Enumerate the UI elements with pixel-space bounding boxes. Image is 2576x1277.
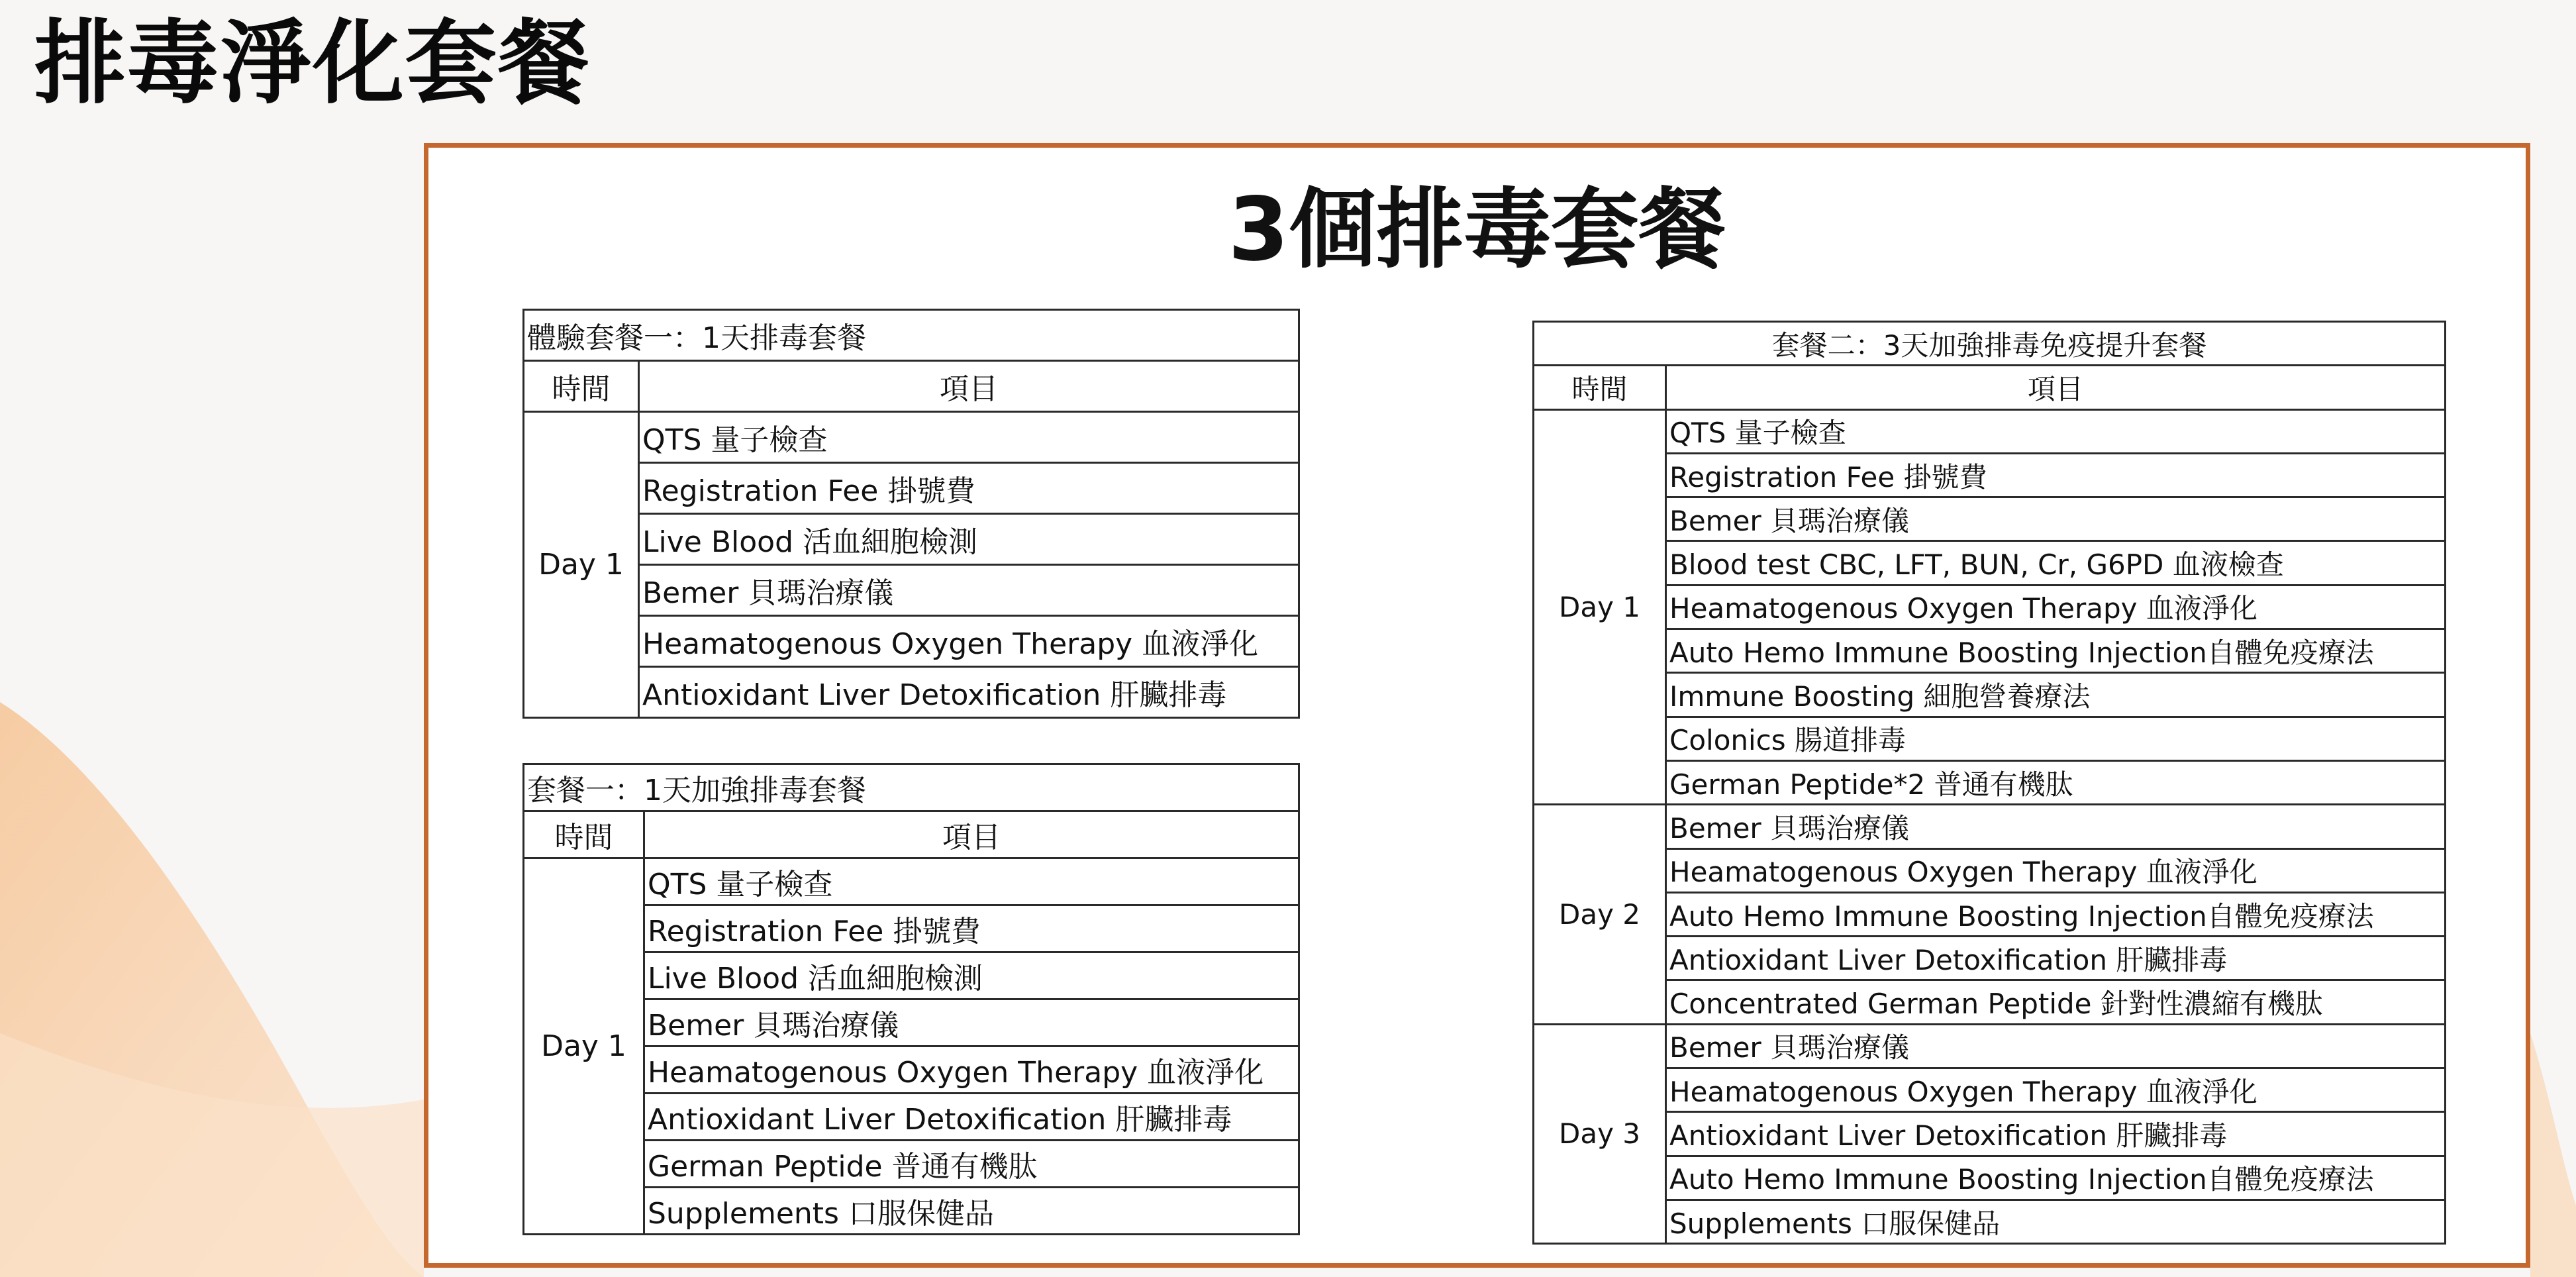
table-row <box>524 858 1299 905</box>
page-title: 排毒淨化套餐 <box>34 10 591 117</box>
item-cell: Bemer 貝瑪治療儀 <box>1666 497 2446 541</box>
item-cell: German Peptide 普通有機肽 <box>644 1141 1299 1188</box>
item-cell: Antioxidant Liver Detoxification 肝臟排毒 <box>1666 1112 2446 1156</box>
item-cell: Auto Hemo Immune Boosting Injection自體免疫療法 <box>1666 1156 2446 1200</box>
column-header-item: 項目 <box>644 811 1299 858</box>
item-cell: Supplements 口服保健品 <box>1666 1200 2446 1243</box>
table-header-row <box>524 361 1299 412</box>
column-header-item: 項目 <box>639 361 1299 412</box>
item-cell: Heamatogenous Oxygen Therapy 血液淨化 <box>1666 1068 2446 1112</box>
table-row <box>1534 541 2446 585</box>
day-cell: Day 1 <box>1534 409 1666 805</box>
item-cell: Concentrated German Peptide 針對性濃縮有機肽 <box>1666 980 2446 1024</box>
column-header-time: 時間 <box>1534 366 1666 409</box>
table-row <box>524 565 1299 616</box>
item-cell: Blood test CBC, LFT, BUN, Cr, G6PD 血液檢查 <box>1666 541 2446 585</box>
column-header-time: 時間 <box>524 811 644 858</box>
table-caption-row <box>524 310 1299 361</box>
column-header-time: 時間 <box>524 361 639 412</box>
table-row <box>1534 937 2446 980</box>
item-cell: German Peptide*2 普通有機肽 <box>1666 760 2446 804</box>
table-row <box>1534 1024 2446 1068</box>
item-cell: Heamatogenous Oxygen Therapy 血液淨化 <box>639 616 1299 667</box>
item-cell: Antioxidant Liver Detoxification 肝臟排毒 <box>639 667 1299 718</box>
item-cell: Heamatogenous Oxygen Therapy 血液淨化 <box>644 1047 1299 1094</box>
table-row <box>1534 409 2446 453</box>
table-caption: 體驗套餐一：1天排毒套餐 <box>524 310 1299 361</box>
table-row <box>1534 760 2446 804</box>
item-cell: Registration Fee 掛號費 <box>644 905 1299 952</box>
table-row <box>1534 497 2446 541</box>
table-header-row <box>524 811 1299 858</box>
day-cell: Day 3 <box>1534 1024 1666 1243</box>
table-row <box>1534 892 2446 936</box>
table-caption: 套餐二：3天加強排毒免疫提升套餐 <box>1534 322 2446 366</box>
item-cell: Auto Hemo Immune Boosting Injection自體免疫療法 <box>1666 629 2446 673</box>
item-cell: Bemer 貝瑪治療儀 <box>1666 1024 2446 1068</box>
item-cell: Registration Fee 掛號費 <box>1666 453 2446 497</box>
table-row <box>1534 717 2446 760</box>
table-row <box>1534 848 2446 892</box>
table-row <box>1534 1156 2446 1200</box>
package-table-enhanced-1day <box>522 763 1300 1235</box>
table-header-row <box>1534 366 2446 409</box>
table-row <box>1534 1112 2446 1156</box>
package-table-3day <box>1532 321 2446 1245</box>
table-row <box>1534 980 2446 1024</box>
item-cell: Colonics 腸道排毒 <box>1666 717 2446 760</box>
card-title: 3個排毒套餐 <box>1228 179 1726 281</box>
item-cell: Live Blood 活血細胞檢測 <box>639 514 1299 565</box>
table-row <box>524 514 1299 565</box>
day-cell: Day 1 <box>524 858 644 1235</box>
item-cell: QTS 量子檢查 <box>644 858 1299 905</box>
table-row <box>1534 629 2446 673</box>
item-cell: QTS 量子檢查 <box>1666 409 2446 453</box>
package-table-trial-1day <box>522 309 1300 719</box>
table-caption-row <box>1534 322 2446 366</box>
item-cell: Registration Fee 掛號費 <box>639 463 1299 514</box>
item-cell: Antioxidant Liver Detoxification 肝臟排毒 <box>1666 937 2446 980</box>
table-row <box>1534 1200 2446 1243</box>
table-row <box>524 667 1299 718</box>
item-cell: Bemer 貝瑪治療儀 <box>644 999 1299 1047</box>
item-cell: Auto Hemo Immune Boosting Injection自體免疫療法 <box>1666 892 2446 936</box>
table-row <box>1534 453 2446 497</box>
column-header-item: 項目 <box>1666 366 2446 409</box>
table-row <box>1534 585 2446 629</box>
item-cell: Bemer 貝瑪治療儀 <box>639 565 1299 616</box>
item-cell: Supplements 口服保健品 <box>644 1188 1299 1235</box>
item-cell: Bemer 貝瑪治療儀 <box>1666 805 2446 848</box>
item-cell: Heamatogenous Oxygen Therapy 血液淨化 <box>1666 585 2446 629</box>
item-cell: Live Blood 活血細胞檢測 <box>644 952 1299 999</box>
day-cell: Day 2 <box>1534 805 1666 1024</box>
table-caption: 套餐一：1天加強排毒套餐 <box>524 764 1299 811</box>
table-row <box>1534 805 2446 848</box>
day-cell: Day 1 <box>524 412 639 718</box>
table-row <box>524 412 1299 463</box>
table-caption-row <box>524 764 1299 811</box>
item-cell: QTS 量子檢查 <box>639 412 1299 463</box>
table-row <box>524 616 1299 667</box>
packages-card <box>424 143 2530 1268</box>
table-row <box>524 463 1299 514</box>
item-cell: Immune Boosting 細胞營養療法 <box>1666 673 2446 717</box>
table-row <box>1534 673 2446 717</box>
item-cell: Antioxidant Liver Detoxification 肝臟排毒 <box>644 1094 1299 1141</box>
item-cell: Heamatogenous Oxygen Therapy 血液淨化 <box>1666 848 2446 892</box>
table-row <box>1534 1068 2446 1112</box>
